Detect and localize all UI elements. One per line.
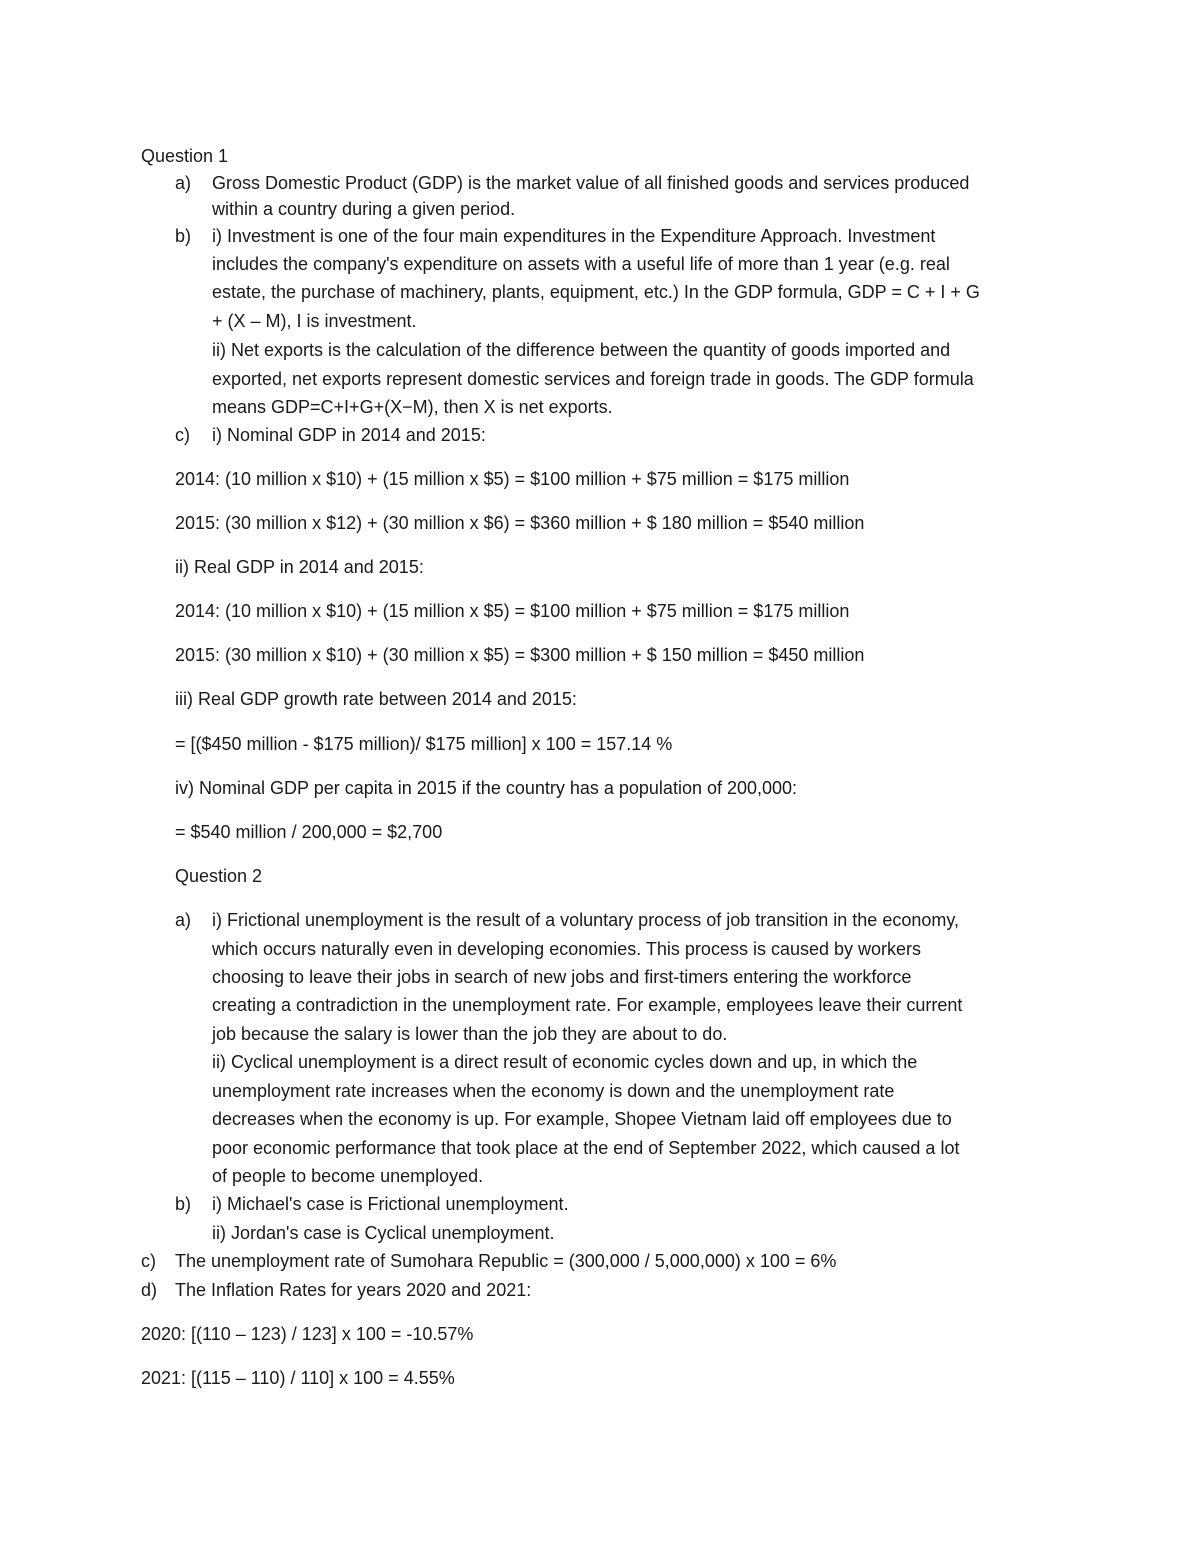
- q1-b-line: + (X – M), I is investment.: [212, 311, 417, 331]
- q1-c-line: 2014: (10 million x $10) + (15 million x $5) = $100 million + $75 million = $175 million: [175, 469, 850, 489]
- q1-a-line: Gross Domestic Product (GDP) is the market value of all finished goods and services produced: [212, 173, 970, 193]
- q2-a-line: decreases when the economy is up. For example, Shopee Vietnam laid off employees due to: [212, 1109, 952, 1129]
- q2-b-marker: b): [175, 1194, 192, 1214]
- q2-a-line: job because the salary is lower than the job they are about to do.: [212, 1024, 728, 1044]
- q1-c-line: 2015: (30 million x $12) + (30 million x $6) = $360 million + $ 180 million = $540 million: [175, 513, 865, 533]
- q1-b-line: i) Investment is one of the four main expenditures in the Expenditure Approach. Investment: [212, 226, 936, 246]
- q2-a-line: which occurs naturally even in developing economies. This process is caused by workers: [212, 939, 922, 959]
- q2-a-marker: a): [175, 910, 192, 930]
- q1-a-marker: a): [175, 173, 192, 193]
- q1-b-line: ii) Net exports is the calculation of the difference between the quantity of goods imported and: [212, 340, 951, 360]
- q2-a-line: ii) Cyclical unemployment is a direct result of economic cycles down and up, in which the: [212, 1052, 918, 1072]
- q2-a-line: poor economic performance that took place at the end of September 2022, which caused a lot: [212, 1138, 960, 1158]
- q1-c-line: 2015: (30 million x $10) + (30 million x $5) = $300 million + $ 150 million = $450 million: [175, 645, 865, 665]
- q2-d-text: The Inflation Rates for years 2020 and 2021:: [175, 1280, 532, 1300]
- q2-b-line: i) Michael's case is Frictional unemployment.: [212, 1194, 569, 1214]
- question-1-title: Question 1: [141, 146, 229, 166]
- inflation-result-line: 2020: [(110 – 123) / 123] x 100 = -10.57%: [141, 1324, 474, 1344]
- q1-c-line: iv) Nominal GDP per capita in 2015 if the country has a population of 200,000:: [175, 778, 798, 798]
- q2-a-line: creating a contradiction in the unemployment rate. For example, employees leave their current: [212, 995, 963, 1015]
- q1-a-line: within a country during a given period.: [212, 199, 516, 219]
- q1-c-marker: c): [175, 425, 190, 445]
- q1-c-line: ii) Real GDP in 2014 and 2015:: [175, 557, 424, 577]
- q2-b-line: ii) Jordan's case is Cyclical unemployment.: [212, 1223, 555, 1243]
- q1-c-line: iii) Real GDP growth rate between 2014 and 2015:: [175, 689, 577, 709]
- q1-c-line: = $540 million / 200,000 = $2,700: [175, 822, 443, 842]
- q1-c-line: 2014: (10 million x $10) + (15 million x $5) = $100 million + $75 million = $175 million: [175, 601, 850, 621]
- q1-b-line: includes the company's expenditure on assets with a useful life of more than 1 year (e.g. real: [212, 254, 950, 274]
- question-2-title: Question 2: [175, 866, 263, 886]
- q1-b-line: estate, the purchase of machinery, plants, equipment, etc.) In the GDP formula, GDP = C + I + G: [212, 282, 980, 302]
- q2-a-line: choosing to leave their jobs in search of new jobs and first-timers entering the workforce: [212, 967, 912, 987]
- q1-c-heading: i) Nominal GDP in 2014 and 2015:: [212, 425, 486, 445]
- q1-b-marker: b): [175, 226, 192, 246]
- q2-a-line: of people to become unemployed.: [212, 1166, 484, 1186]
- q2-a-line: unemployment rate increases when the economy is down and the unemployment rate: [212, 1081, 895, 1101]
- q1-b-line: exported, net exports represent domestic services and foreign trade in goods. The GDP formula: [212, 369, 974, 389]
- q1-b-line: means GDP=C+I+G+(X−M), then X is net exports.: [212, 397, 613, 417]
- q1-c-line: = [($450 million - $175 million)/ $175 million] x 100 = 157.14 %: [175, 734, 673, 754]
- q2-c-text: The unemployment rate of Sumohara Republic = (300,000 / 5,000,000) x 100 = 6%: [175, 1251, 837, 1271]
- q2-d-marker: d): [141, 1280, 158, 1300]
- inflation-result-line: 2021: [(115 – 110) / 110] x 100 = 4.55%: [141, 1368, 455, 1388]
- q2-c-marker: c): [141, 1251, 156, 1271]
- q2-a-line: i) Frictional unemployment is the result of a voluntary process of job transition in the economy,: [212, 910, 960, 930]
